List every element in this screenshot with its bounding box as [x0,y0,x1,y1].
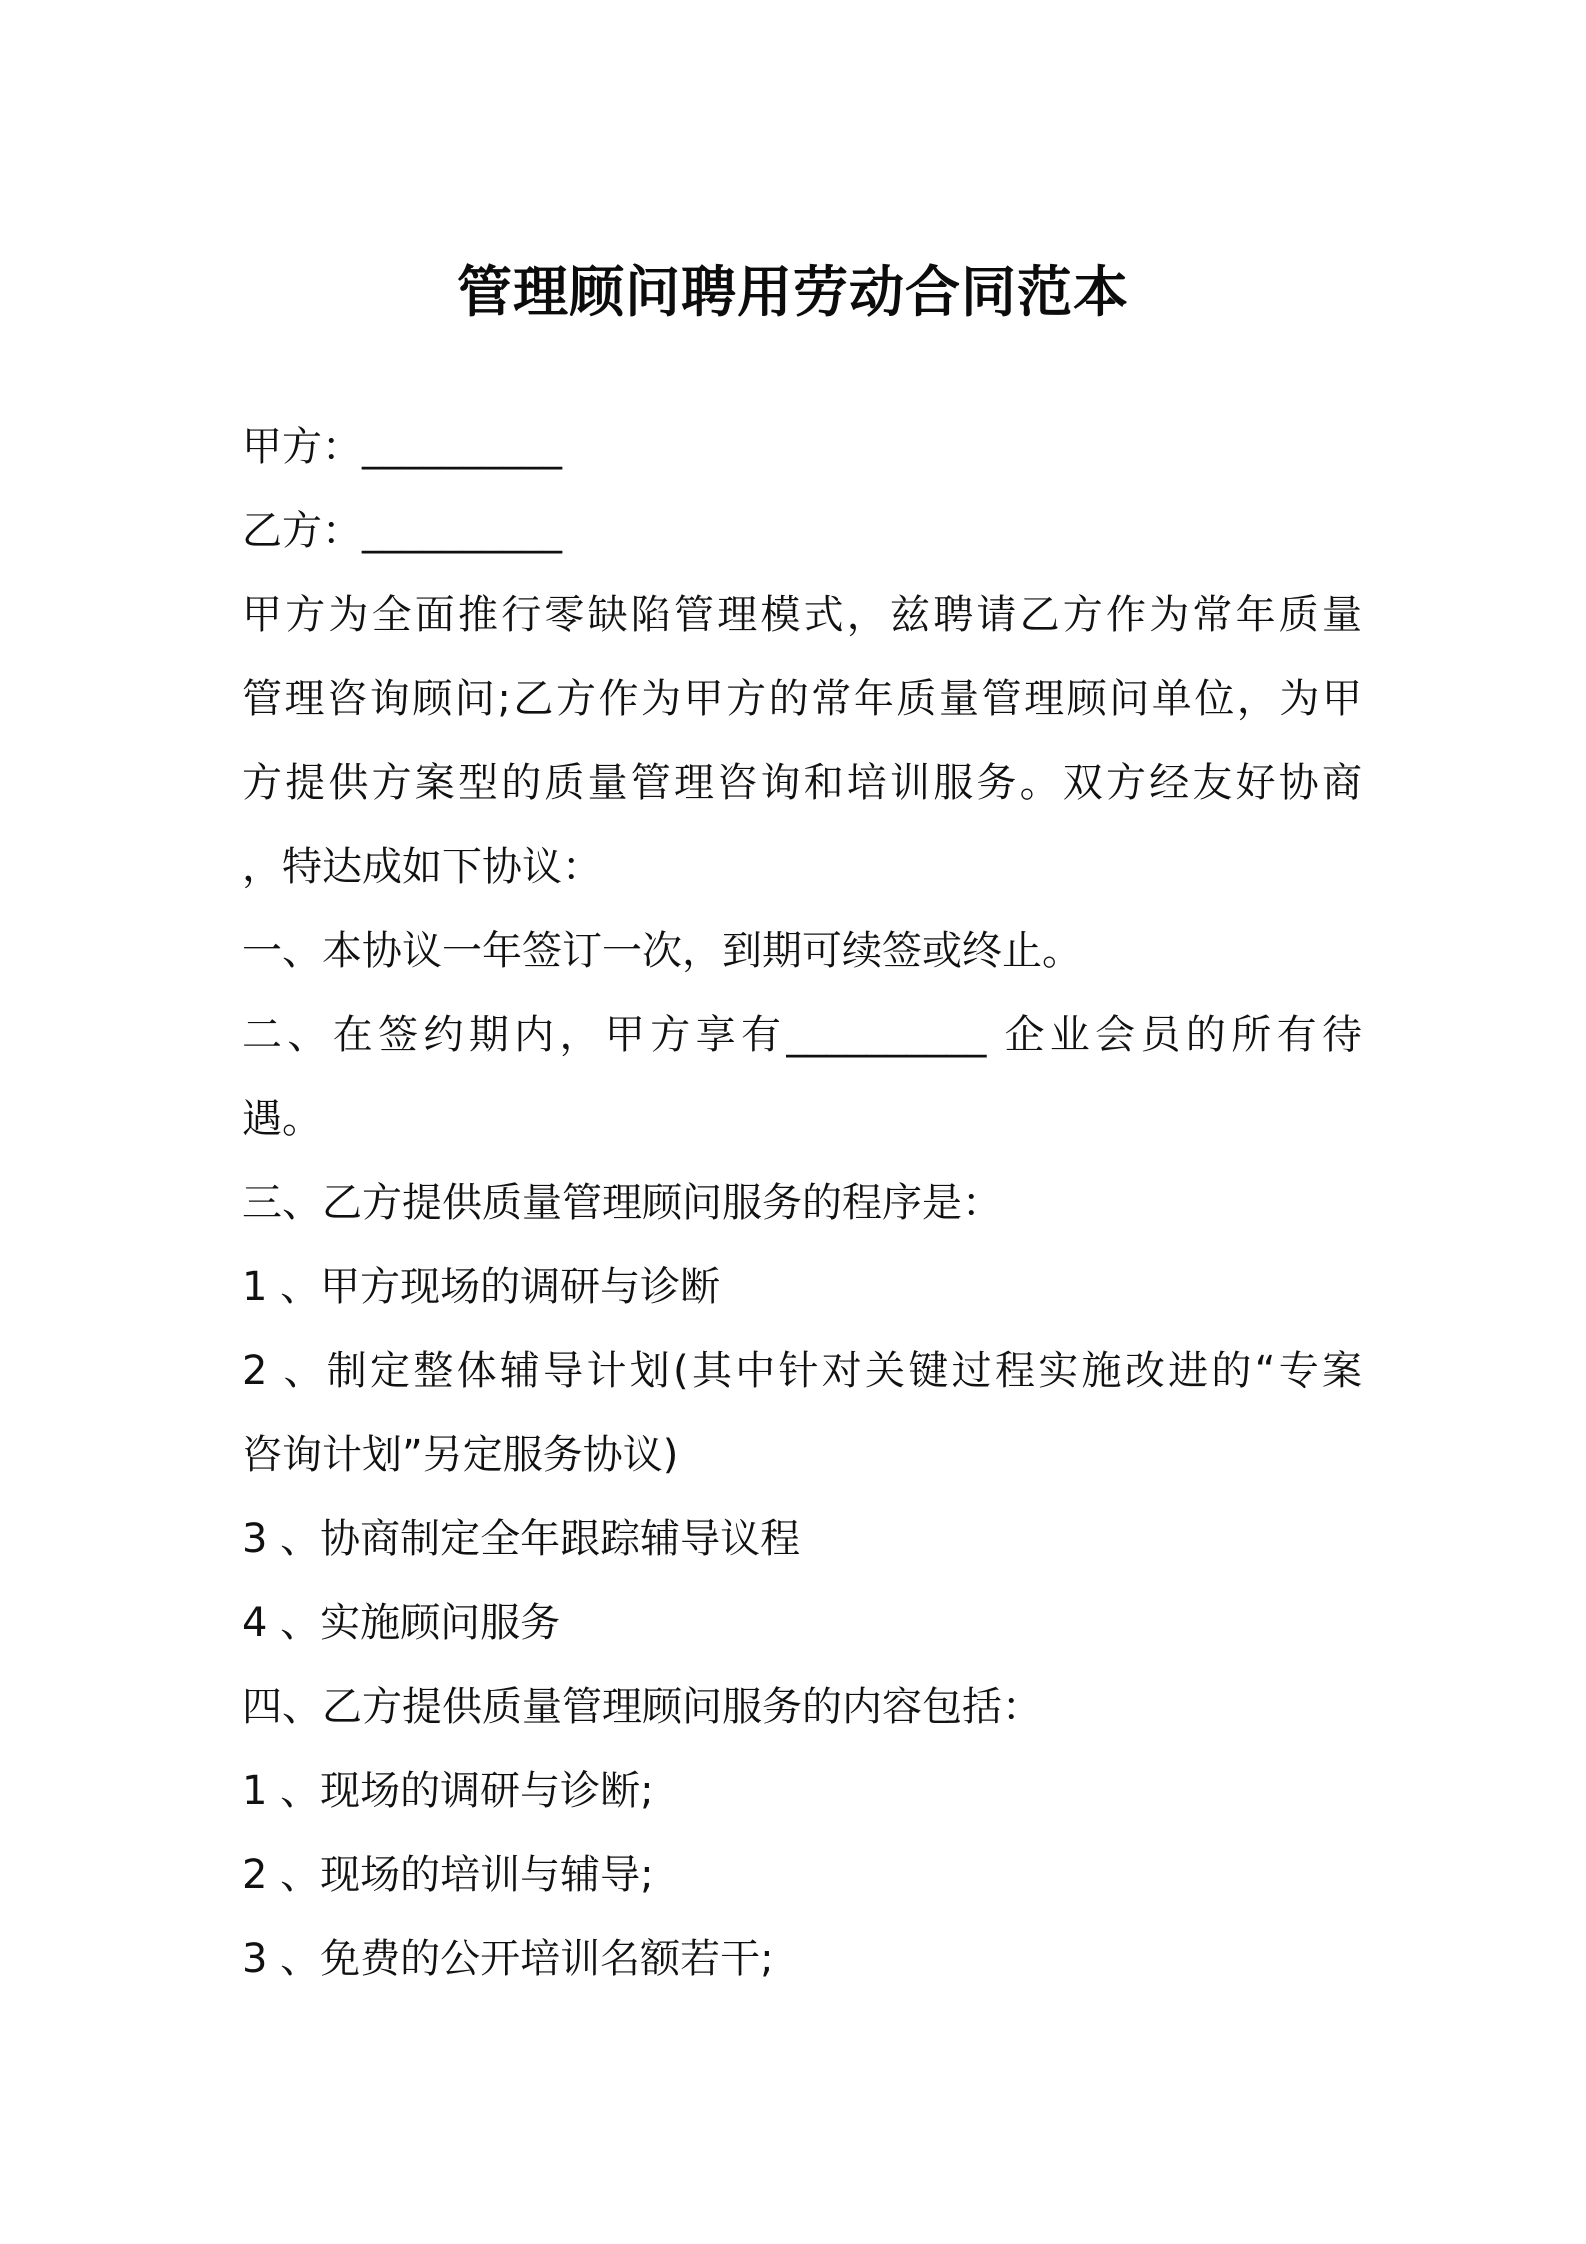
document-body [242,405,1362,2001]
clause-3-item-2: 2 、制定整体辅导计划(其中针对关键过程实施改进的“专案 [242,1348,1362,1394]
clause-4-item-1: 1 、现场的调研与诊断; [242,1768,654,1814]
clause-4-item-3: 3 、免费的公开培训名额若干; [242,1936,774,1982]
intro-line-2: 管理咨询顾问;乙方作为甲方的常年质量管理顾问单位，为甲 [242,676,1362,722]
clause-3-item-1: 1 、甲方现场的调研与诊断 [242,1264,721,1310]
clause-2-line-2: 遇。 [242,1096,322,1142]
clause-2-line-1: 二、在签约期内，甲方享有__________ 企业会员的所有待 [242,1012,1362,1058]
clause-4-item-2: 2 、现场的培训与辅导; [242,1852,654,1898]
intro-line-1: 甲方为全面推行零缺陷管理模式，兹聘请乙方作为常年质量 [242,592,1362,638]
clause-3-item-3: 3 、协商制定全年跟踪辅导议程 [242,1516,801,1562]
clause-3-item-2-cont: 咨询计划”另定服务协议) [242,1432,679,1478]
clause-3-heading: 三、乙方提供质量管理顾问服务的程序是： [242,1180,1002,1226]
party-b-line: 乙方：__________ [242,508,562,554]
party-a-line: 甲方：__________ [242,424,562,470]
intro-line-3: 方提供方案型的质量管理咨询和培训服务。双方经友好协商 [242,760,1362,806]
clause-1: 一、本协议一年签订一次，到期可续签或终止。 [242,928,1082,974]
document-title: 管理顾问聘用劳动合同范本 [456,260,1129,324]
intro-line-4: ，特达成如下协议： [242,844,602,890]
clause-3-item-4: 4 、实施顾问服务 [242,1600,561,1646]
clause-4-heading: 四、乙方提供质量管理顾问服务的内容包括： [242,1684,1042,1730]
